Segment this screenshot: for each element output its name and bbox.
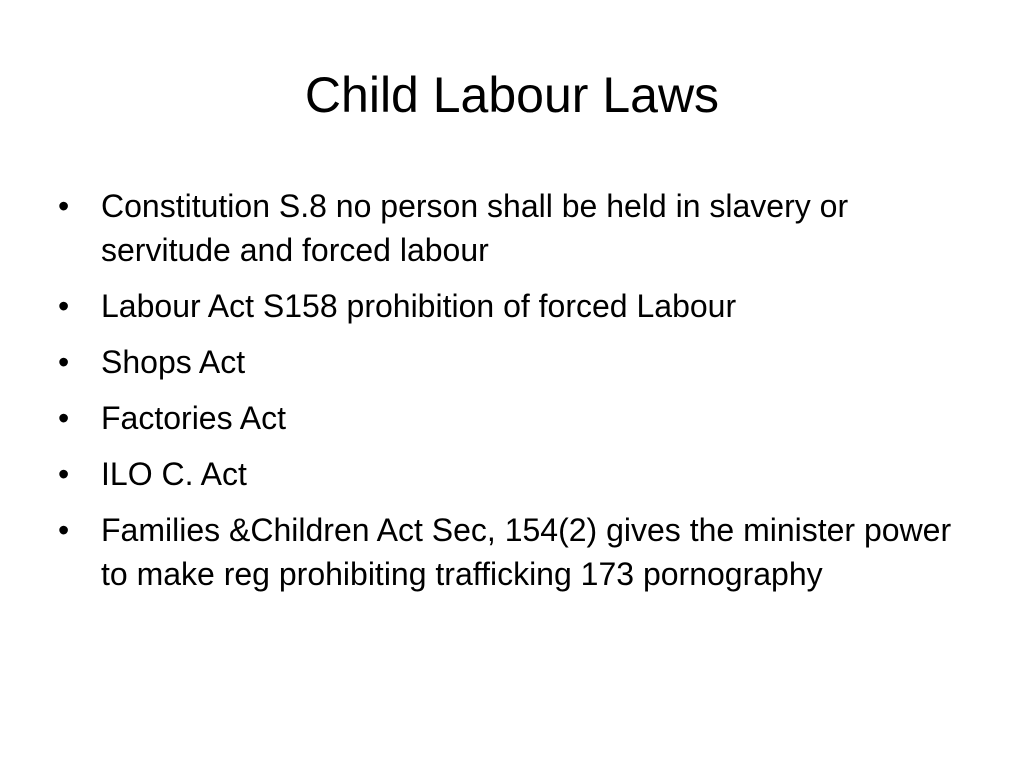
bullet-text: Families &Children Act Sec, 154(2) gives the minister power to make reg prohibiting trafficking 173 pornography <box>101 512 952 592</box>
bullet-item-constitution <box>58 184 978 272</box>
bullet-text: ILO C. Act <box>101 456 247 492</box>
bullet-dot-icon: • <box>58 400 70 436</box>
bullet-dot-icon: • <box>58 188 70 224</box>
bullet-item-factories-act <box>58 396 978 440</box>
bullet-text: Shops Act <box>101 344 246 380</box>
bullet-dot-icon: • <box>58 456 70 492</box>
bullet-text: Factories Act <box>101 400 286 436</box>
bullet-text: Constitution S.8 no person shall be held in slavery or servitude and forced labour <box>101 188 849 268</box>
bullet-text: Labour Act S158 prohibition of forced Labour <box>101 288 737 324</box>
bullet-item-ilo-act <box>58 452 978 496</box>
bullet-item-labour-act <box>58 284 978 328</box>
bullet-dot-icon: • <box>58 288 70 324</box>
bullet-dot-icon: • <box>58 512 70 548</box>
bullet-dot-icon: • <box>58 344 70 380</box>
bullet-item-families-children-act <box>58 508 978 596</box>
slide-title: Child Labour Laws <box>304 67 720 123</box>
bullet-item-shops-act <box>58 340 978 384</box>
bullet-list <box>58 184 978 608</box>
